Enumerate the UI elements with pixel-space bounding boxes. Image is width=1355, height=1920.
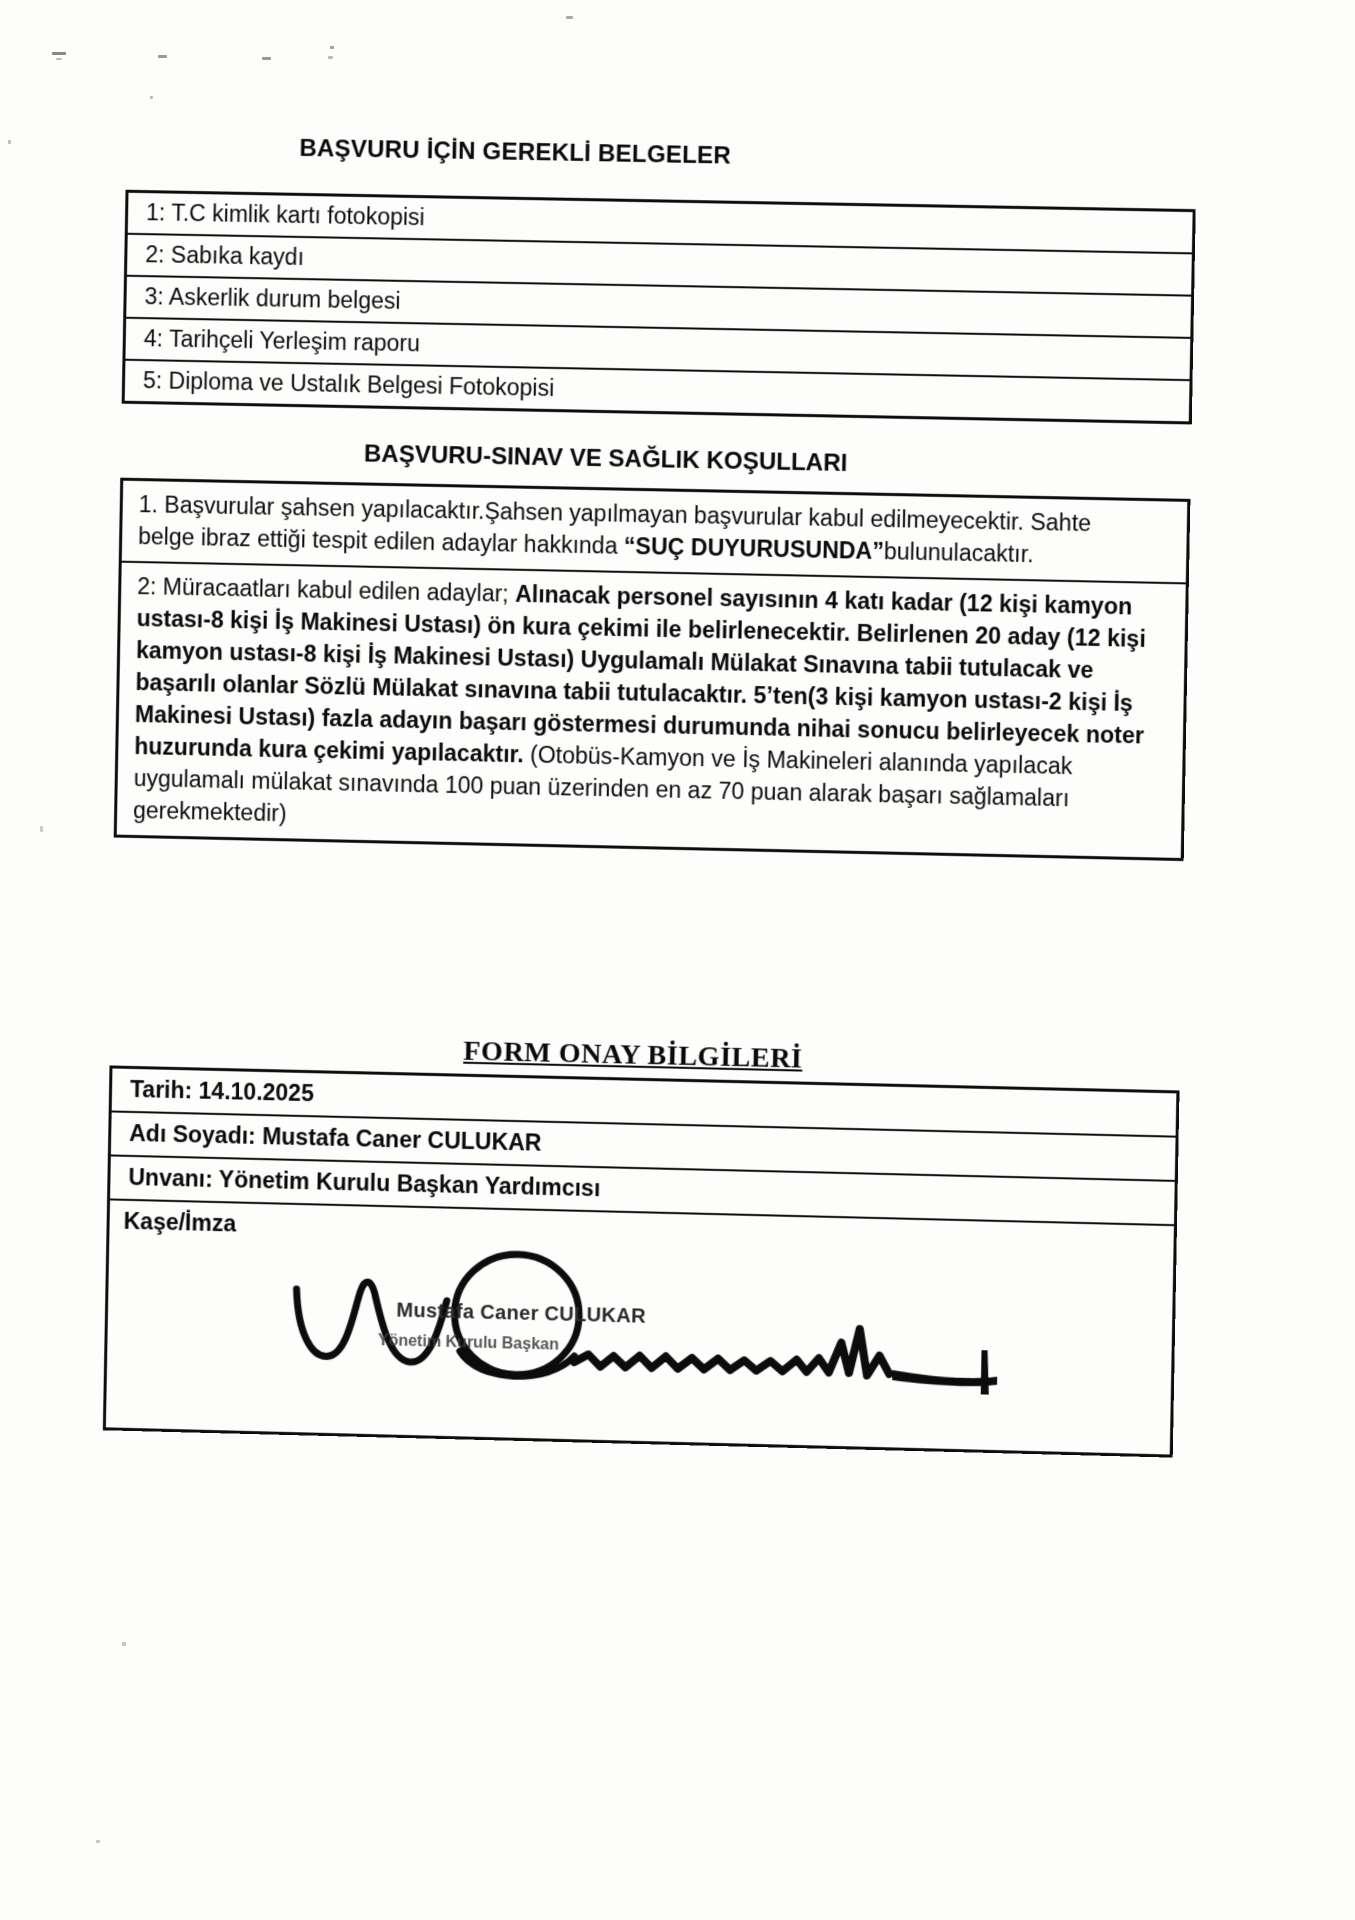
rule1-tail-text: bulunulacaktır.: [883, 538, 1034, 568]
section-title-conditions: BAŞVURU-SINAV VE SAĞLIK KOŞULLARI: [363, 440, 848, 478]
stamp-title-text: Yönetim Kurulu Başkan: [377, 1332, 560, 1354]
approval-table: [103, 1065, 1180, 1457]
section-title-required-documents: BAŞVURU İÇİN GEREKLİ BELGELER: [299, 134, 732, 170]
stamp-label: Kaşe/İmza: [123, 1207, 237, 1237]
document-item: 4: Tarihçeli Yerleşim raporu: [125, 319, 1190, 381]
rule2-bold-text: Alınacak personel sayısının 4 katı kadar (12 kişi kamyon ustası-8 kişi İş Makinesi Ustası) ön kura çekimi ile belirlenecektir. Belirlenen 20 aday (12 kişi kamyon ustası-8 kişi İş Makinesi Ustası) Uygulamalı Mülakat Sınavına tabii tutulacak ve başarılı olanlar Sözlü Mülakat sınavına tabii tutulacaktır. 5’ten(3 kişi kamyon ustası-2 kişi İş Makinesi Ustası) fazla adayın başarı göstermesi durumunda nihai sonucu belirleyecek noter huzurunda kura çekimi yapılacaktır.: [134, 580, 1147, 768]
document-item: 3: Askerlik durum belgesi: [126, 277, 1191, 339]
document-item: 5: Diploma ve Ustalık Belgesi Fotokopisi: [142, 367, 555, 402]
approval-row-name: Adı Soyadı: Mustafa Caner CULUKAR: [111, 1112, 1176, 1181]
signature-area: [276, 1237, 1074, 1432]
document-item: 2: Sabıka kaydı: [127, 235, 1192, 297]
rule1-text: 1. Başvurular şahsen yapılacaktır.Şahsen yapılmayan başvurular kabul edilmeyecektir. Sahte belge ibraz ettiği tespit edilen adaylar hakkında: [137, 491, 1092, 559]
stamp-name-text: Mustafa Caner CULUKAR: [396, 1299, 647, 1328]
document-item: 1: T.C kimlik kartı fotokopisi: [128, 193, 1193, 255]
approval-row-stamp: [106, 1200, 1174, 1454]
approval-row-date: Tarih: 14.10.2025: [112, 1068, 1177, 1137]
rule2-tail-text: (Otobüs-Kamyon ve İş Makineleri alanında yapılacak uygulamalı mülakat sınavında 100 puan üzerinden en az 70 puan alarak başarı sağlamaları gerekmektedir): [132, 741, 1073, 827]
approval-row-title: Unvanı: Yönetim Kurulu Başkan Yardımcısı: [110, 1156, 1175, 1226]
rule1-bold-text: “SUÇ DUYURUSUNDA”: [623, 532, 885, 565]
rule2-lead-text: 2: Müracaatları kabul edilen adaylar;: [137, 573, 516, 607]
required-documents-table: [122, 190, 1196, 425]
section-title-approval: FORM ONAY BİLGİLERİ: [463, 1035, 803, 1075]
condition-rule-2: [117, 563, 1186, 858]
conditions-table: [114, 478, 1191, 861]
